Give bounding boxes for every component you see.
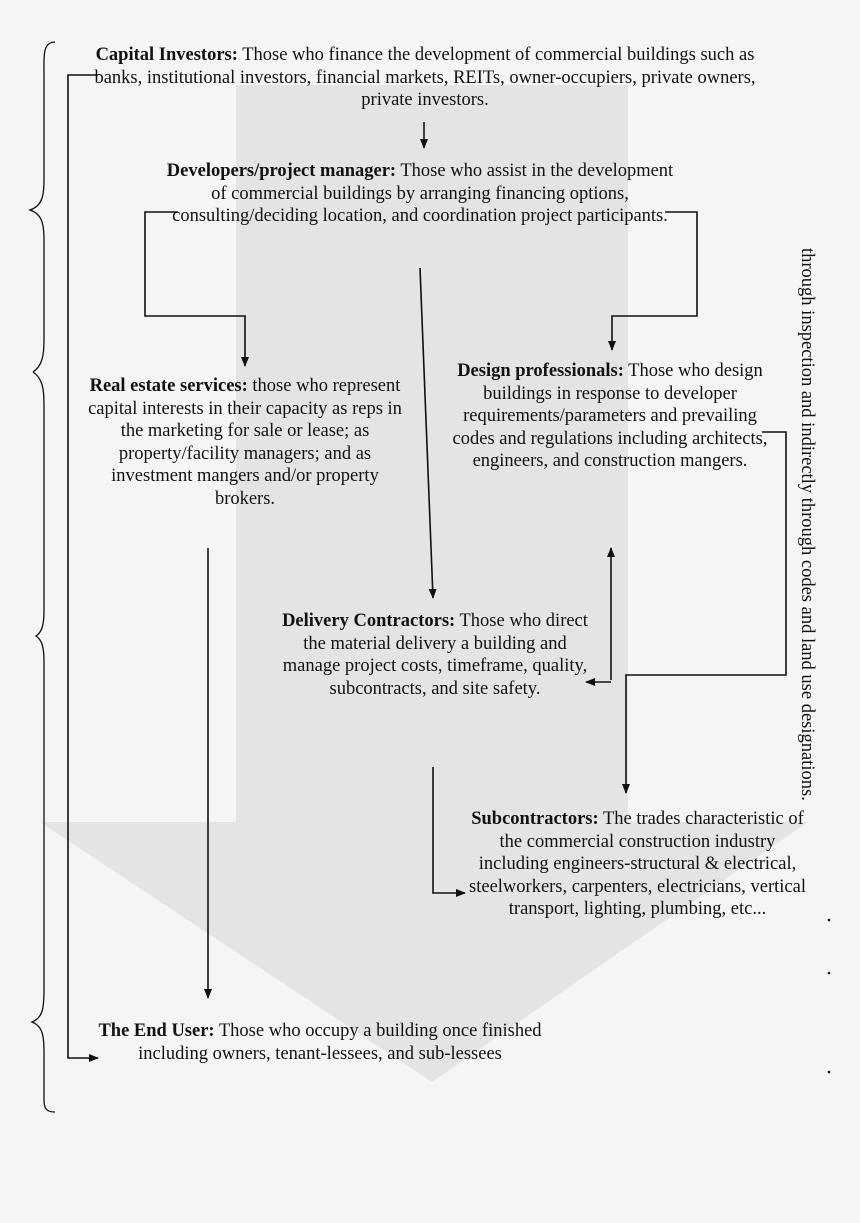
node-body: those who represent capital interests in their capacity as reps in the marketing for sale or lease; as property/facility managers; and as investment mangers and/or property brokers.: [88, 376, 402, 509]
node-capital-investors: [70, 44, 780, 112]
node-body: The trades characteristic of the commercial construction industry including engineers-structural & electrical, steelworkers, carpenters, electricians, vertical transport, lighting, plumbing, etc...: [469, 809, 806, 919]
node-title: Subcontractors:: [471, 809, 599, 829]
margin-dot: [828, 1071, 831, 1074]
node-body: Those who design buildings in response to developer requirements/parameters and prevailing codes and regulations including architects, engineers, and construction mangers.: [452, 361, 768, 471]
node-title: Capital Investors:: [95, 45, 238, 65]
margin-dot: [828, 919, 831, 922]
node-developers: [160, 160, 680, 228]
node-title: Real estate services:: [89, 376, 248, 396]
node-real-estate-services: [85, 375, 405, 510]
node-body: Those who direct the material delivery a building and manage project costs, timeframe, quality, subcontracts, and site safety.: [282, 611, 588, 699]
side-annotation-text: through inspection and indirectly through codes and land use designations.: [797, 248, 817, 801]
node-subcontractors: [465, 808, 810, 921]
node-title: Delivery Contractors:: [282, 611, 456, 631]
arrow-developers-to-realestate: [145, 212, 245, 366]
background-flow-arrow: [40, 85, 808, 1082]
node-body: Those who assist in the development of commercial buildings by arranging financing options, consulting/deciding location, and coordination project participants.: [172, 161, 674, 226]
node-body: Those who occupy a building once finished including owners, tenant-lessees, and sub-lessees: [138, 1021, 542, 1064]
node-title: Developers/project manager:: [166, 161, 397, 181]
arrow-design-to-subcontractors: [626, 432, 786, 793]
node-title: The End User:: [98, 1021, 215, 1041]
arrow-investors-to-enduser: [68, 75, 98, 1058]
node-body: Those who finance the development of commercial buildings such as banks, institutional investors, financial markets, REITs, owner-occupiers, private owners, private investors.: [94, 45, 756, 110]
node-end-user: [95, 1020, 545, 1065]
node-delivery-contractors: [280, 610, 590, 700]
margin-dot: [828, 972, 831, 975]
node-title: Design professionals:: [457, 361, 624, 381]
left-curly-brace: [30, 42, 55, 1112]
node-design-professionals: [440, 360, 780, 473]
